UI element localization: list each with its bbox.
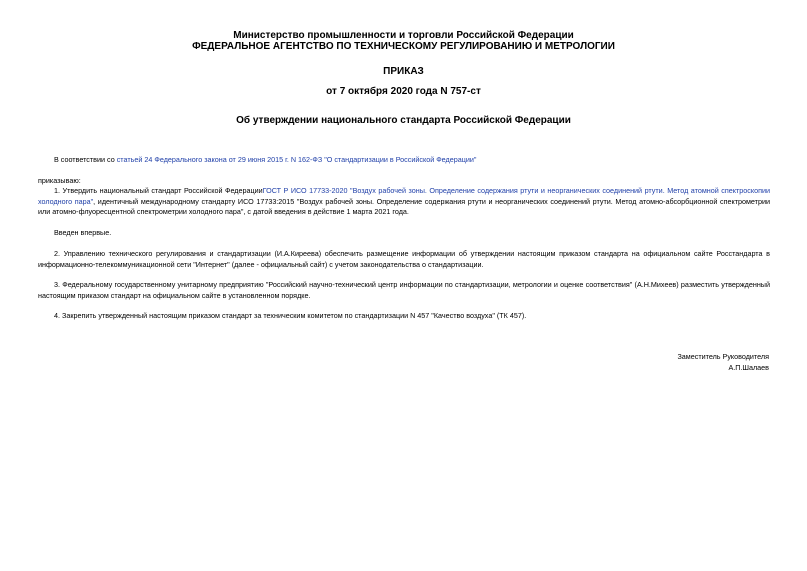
order-title: ПРИКАЗ [383, 66, 424, 77]
federal-law-link[interactable]: статьей 24 Федерального закона от 29 июня 2015 г. N 162-ФЗ "О стандартизации в Российской Федерации" [116, 155, 477, 164]
item-1-suffix: , идентичный международному стандарту ИСО 17733:2015 "Воздух рабочей зоны. Определение содержания ртути и неорганических соединений ртути. Метод атомно-абсорбционной спектрометрии или атомно-флуоресцентной спектрометрии холодного пара", с датой введения в действие 1 марта 2021 года. [38, 196, 770, 216]
gost-standard-link[interactable]: ГОСТ Р ИСО 17733-2020 "Воздух рабочей зоны. Определение содержания ртути и неорганических соединений ртути. Метод атомной спектроскопии холодного пара" [38, 186, 770, 206]
item-2-paragraph: 2. Управлению технического регулирования и стандартизации (И.А.Киреева) обеспечить размещение информации об утверждении настоящим приказом стандарта на официальном сайте Росстандарта в информационно-телекоммуникационной сети "Интернет" (далее - официальный сайт) с учетом законодательства о стандартизации. [38, 249, 770, 269]
item-3-paragraph: 3. Федеральному государственному унитарному предприятию "Российский научно-технический центр информации по стандартизации, метрологии и оценке соответствия" (А.Н.Михеев) разместить утвержденный настоящим приказом стандарт на официальном сайте в установленном порядке. [38, 280, 770, 300]
signatory-name: А.П.Шалаев [728, 362, 769, 372]
preamble-paragraph [38, 155, 770, 166]
signatory-position: Заместитель Руководителя [677, 352, 769, 361]
item-1-paragraph [38, 186, 770, 218]
signature-block [677, 352, 769, 373]
ministry-name: Министерство промышленности и торговли Российской Федерации [233, 30, 574, 41]
first-time-note: Введен впервые. [54, 228, 112, 237]
item-1-prefix: 1. Утвердить национальный стандарт Российской Федерации [54, 186, 263, 195]
preamble-prefix: В соответствии со [54, 155, 117, 164]
order-word: приказываю: [38, 176, 81, 185]
item-4-paragraph: 4. Закрепить утвержденный настоящим приказом стандарт за техническим комитетом по стандартизации N 457 "Качество воздуха" (ТК 457). [54, 311, 527, 320]
document-header [0, 30, 807, 52]
order-subject: Об утверждении национального стандарта Российской Федерации [236, 115, 571, 126]
order-date-number: от 7 октября 2020 года N 757-ст [326, 86, 481, 97]
agency-name: ФЕДЕРАЛЬНОЕ АГЕНТСТВО ПО ТЕХНИЧЕСКОМУ РЕГУЛИРОВАНИЮ И МЕТРОЛОГИИ [192, 41, 615, 52]
